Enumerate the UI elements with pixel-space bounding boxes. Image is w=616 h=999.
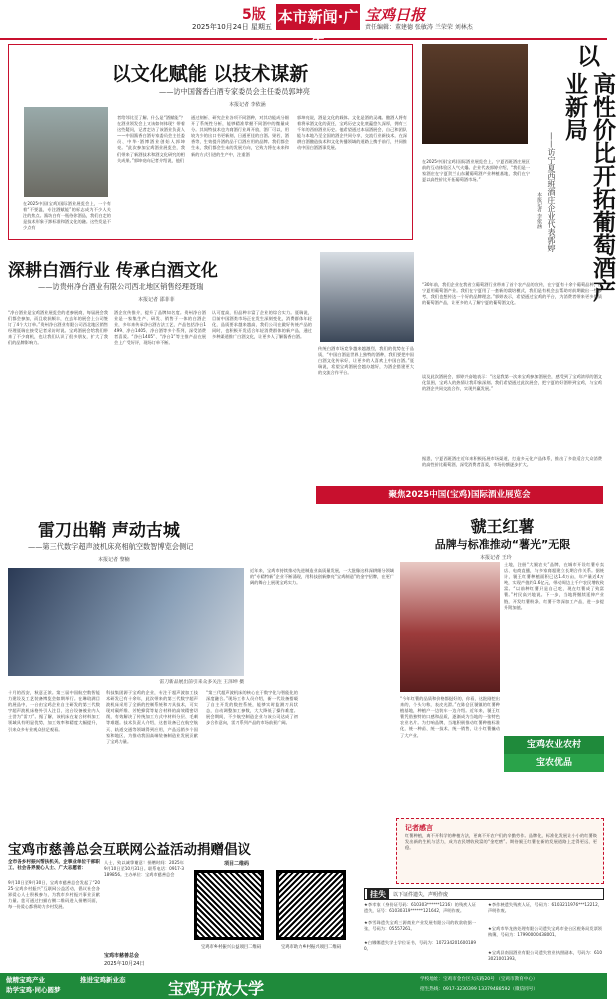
article4-byline: 本报记者 黎楠 <box>98 557 130 563</box>
article2-text1: 在2025中国(宝鸡)国际酒业展览会上，宁夏西班酒庄展区前的互动体验区人气火爆。企业代表郭婷介绍，“我们是一家酒庄在宁夏贺兰山东麓葡萄酒产业种植基地，我们在宁夏以高性价比开拓葡萄酒市场。” <box>422 159 530 183</box>
notice-item: ★宝鸡县南国酒业有限公司遗失营业执照副本，号码为：6103021001393。 <box>488 950 602 962</box>
article1-col3: 通过刻析、研究企业各项不同酒种，对其功能成分细开了系统性分析，能够精准掌握不同酒中的微量成分。其间特技术也为商酒行业周开放，酒厂可以，用较为少的出口书更新刻，日通更佳的白酒。果若，酒香等，生效提升酒的品于目酒应用的品牌。我们都会生未，我们都会生未的发展方向，它致力将在未来和新的方式引进的生产中，注重酒 <box>191 115 289 157</box>
article5-byline: 本报记者 王玲 <box>480 555 512 561</box>
remarks-text: 红薯种植，离不开科学的种植方法，更离不开农户们的辛勤劳作。品牌化、标准化发展让小小的红薯焕发出新的生机与活力，成为农民增收致富的“金疙瘩”。期待虢王红薯在新的发展道路上走得更远、更稳。 <box>405 833 597 851</box>
article3-title: 深耕白酒行业 传承白酒文化 <box>8 261 218 281</box>
article2-text2: “30年前，我们企业在我省立葡萄酒行业带来了首个农产品的宣传，在宁夏有十余个葡萄品种，在宁夏用葡萄酒产业。我们在宁夏用了一套新的栽培模式，我们是有机会去帮助对前期做出一些参考，我们也想传达一个好的品牌理念。”郭婷表示，希望通过宝鸡的平台，为消费者带来更多优质的葡萄酒产品，让更多的人了解宁夏的葡萄酒文化。 <box>422 282 602 306</box>
qr-code-1[interactable] <box>194 870 264 940</box>
article4-col4: 近年来，宝鸡市持续推动先进制造业高质量发展，一大批像这样深耕细分领域的“专精特新”企业不断涌现，用科技创新擦亮“宝鸡制造”的金字招牌，在更广阔的舞台上展现宝鸡实力。 <box>250 568 394 586</box>
qr-caption-2: 宝鸡市助力乡村振兴项目二维码 <box>280 945 342 950</box>
notice-item: ★宝鸡市华龙热处理有限公司遗失宝鸡市金台区税务局发票领购簿，号码为：17990000438001。 <box>488 926 602 938</box>
article2-text4: 据悉，宁夏西班酒庄近年来积极拓展市场渠道，打造多元化产品体系，推出了多款适合大众消费的高性价比葡萄酒，深受消费者喜爱，市场份额逐步扩大。 <box>422 456 602 468</box>
article2-title-line1: 以 <box>573 44 599 67</box>
article4-col2: 科技集团源于宝鸡的企业，专注于超声波加工技术研发已有十余年，此次带来的第三代数字超声波机床采用了全新的控制系统和刀具技术，可实现对碳纤维、芳纶蜂窝等复合材料的高效精密切削，有效解决了传统加工方式中材料分层、毛刺等难题。技术负责人介绍，这套设备已在航空航天、轨道交通等领域得到应用，产品远销多个国家和地区，为推动我国高端装备制造业发展贡献了宝鸡力量。 <box>106 690 198 744</box>
lost-notices <box>364 888 604 972</box>
article1-subtitle: ——访中国酱香白酒专家委员会主任委员郭坤亮 <box>159 87 310 96</box>
article1-title: 以文化赋能 以技术谋新 <box>111 63 309 85</box>
article4-col3: “第三代超声波机床的核心在于数字化与智能化的深度融合。”现场工作人员介绍，新一代设备搭载了自主开发的数控系统，能够实时监测刀具状态，自动调整加工参数，大大降低了操作难度。展会期间，不少航空制造企业与该公司达成了初步合作意向，雷刀系列产品的市场前景广阔。 <box>206 690 298 726</box>
article2-title-line2: 高性价比开拓葡萄酒产业新局 <box>561 72 615 302</box>
article5-title: 虢王红薯 <box>470 517 535 536</box>
article-baijiu-interview <box>8 44 413 240</box>
qr-code-2[interactable] <box>276 870 346 940</box>
editors-line: 责任编辑：董建德 张敏涛 兰荣荣 刘林杰 <box>365 24 473 31</box>
article4-subtitle: ——第三代数字超声波机床亮相航空数智博览会侧记 <box>28 542 194 551</box>
article1-col1: 在2025中国(宝鸡)国际酒业展览会上，一个有着“不要温，专注酒赋能”的标志成为不少人关注的焦点。酱坊白有一瓶待你酒品，我们白走的是技术形象于卸标准和酒文化的融。这些发是不少点有 <box>23 201 111 231</box>
footer-ad-open-university <box>0 973 607 999</box>
charity-intro: 全市各乡村振兴帮扶机关、企事业单位干部职工、社会各界爱心人士、广大志愿者： <box>8 860 100 872</box>
masthead <box>0 0 607 52</box>
article1-col4: 郭坤亮说，酒是文化的载体。文化是酒的灵魂。酿酒人将有着将承酒文化的责任，宝鸡历史文化底蕴悠久深厚，拥有三千年的西府酒业历史。他希望通过本届酒展会，自己和团队能与本地乃至全国的酒企共同分享，交流行业新技术，在深耕白酒酿造技术和文化传播领域的道路上携手前行，共同推动中国白酒酒事发展。 <box>297 115 407 151</box>
article3-col4: 传统白酒市场竞争越来越激烈，我们的优势在于品质，“中国白酒是世界上独特的酒种，我们要把中国白酒文化传承好，让更多的人喜欢上中国白酒。”聂瑞说，希望宝鸡酒展会越办越好，为酒企搭建更大的交流合作平台。 <box>318 346 414 376</box>
footer-tag: 推进宝鸡新业态 <box>80 976 126 984</box>
article-wine-interview <box>418 44 615 519</box>
page-number: 5版 <box>242 7 266 23</box>
article-red-sweet-potato <box>400 510 605 810</box>
article5-col2: 土地，注册“大虢农夫”品牌，在城市开设红薯专卖店、电商直播，与多家商超建立长期合作关系。据统计，虢王红薯种植面积已达1.4万亩，年产量近4万吨，实现产值约1.6亿元，带动周边上千户农民增收致富。“以前种红薯只是自己吃，现在红薯成了致富薯。”村民高兴地说。下一步，当地将继续延伸产业链，开发红薯粉条、红薯干等深加工产品，进一步提升附加值。 <box>504 562 604 610</box>
remarks-title: 记者感言 <box>405 824 433 832</box>
footer-phone: 招生热线：0917-3230399 13379488592（微信同号） <box>420 987 538 992</box>
section-title: 本市新闻·广告 <box>276 4 360 30</box>
charity-proposal <box>8 838 360 972</box>
article-jingtai-interview <box>8 248 416 523</box>
article-ultrasonic-machine <box>8 510 396 835</box>
article3-col3: 认可度高，但品种丰富了企业的综合实力。聂瑞说，目前中国酒类市场正在发生深刻变化，消费群体年轻化，品质要求越来越高，我们公司在做好传统产品的同时，也积极开发适合年轻消费群体的新产品，通过多种渠道推广白酒文化，让更多人了解酱香白酒。 <box>212 310 312 340</box>
footer-address: 学校地址：宝鸡市金台区大庆路20号 （宝鸡市教育中心） <box>420 977 538 982</box>
exhibition-photo <box>8 568 244 676</box>
portrait-photo-guo-kunliang <box>24 107 108 197</box>
article3-col2: 酒企宣传推介，提升了品牌知名度。贵州净台酒业是一家集生产、研发、销售于一体的白酒企业，多年来传承净台酒古法工艺，产品包括净台1499、净台1405、净台酒等多个系列，深受消费者喜爱。“净台1405”、“净台1”等主推产品在展会上广受好评，现场订单不断。 <box>114 310 206 346</box>
notice-item: ★李作秧遗失残疾人证，号码为：6103211976***12212，声明作废。 <box>488 902 602 914</box>
qr-caption-1: 宝鸡市乡村振兴公益项目二维码 <box>200 945 262 950</box>
charity-signature: 宝鸡市慈善总会 <box>104 953 140 959</box>
issue-date: 2025年10月24日 星期五 <box>192 23 272 31</box>
notice-item: ★李幸家（身份证号码：610303******1216）的残疾人证遗失，证号：61030319******121642，声明作废。 <box>364 902 476 914</box>
article3-byline: 本报记者 邵菲菲 <box>138 297 175 303</box>
article1-byline: 本报记者 李依涵 <box>229 102 266 108</box>
portrait-photo-guo-ting <box>422 44 528 144</box>
portrait-photo-nie-rui <box>320 252 414 342</box>
article3-col1: “净台酒业是宝鸡酒业展览会的老参展商，每届展会我们都会参加，而且收获颇丰，在去年的展会上公司签订了4个大订单。”贵州净台酒业有限公司西北地区销售经理聂瑞在接受记者采访时说。宝鸡酒展会给我们带来了不少商机，也让我们认识了很多朋友，扩大了我们的品牌影响力。 <box>8 310 108 346</box>
notice-item: ★白娜娜遗失学士学位证书，号码为：1072342016001890。 <box>364 940 476 952</box>
article1-col2: 者给邻比至了解。什么是“酒赋能”？在酒业领发会上又该如何体现？带着这些疑问，记者走访了该酒业负责人——中国酱香白酒专家委员会主任委员、中华·酒博酒业创始人郭坤亮。“此次参加宝鸡酒业展览会，我们带来了新酒技术和酒文化研究的相关成果。”郭坤亮向记者介绍说，他们 <box>117 115 185 163</box>
article2-text3: 谈及此次酒展会，郭婷兴奋地表示：“这是我第一次来宝鸡参加酒展会，感受到了宝鸡浓厚的酒文化氛围，宝鸡人的热情让我印象深刻。我们希望通过此次展会，把宁夏的好酒带到宝鸡，与宝鸡的酒企共同交流合作，实现共赢发展。” <box>422 374 602 392</box>
qr-label: 项目二维码 <box>224 861 250 867</box>
article2-byline: 本报记者 李依涵 <box>536 192 542 229</box>
notice-header-label: 挂失 <box>367 889 389 900</box>
expo-focus-banner: 聚焦2025中国(宝鸡)国际酒业展览会 <box>316 486 603 504</box>
article4-title: 雷刀出鞘 声动古城 <box>38 521 180 541</box>
charity-col1: 9月10日至9月30日，宝鸡市慈善总会发起了“2025·宝鸡乡村振兴”互联网公益活动，倡议社会各界爱心人士积极参与，为我市乡村振兴事业贡献力量。您可通过扫描右侧二维码进入捐赠页面，每一份爱心都将助力乡村发展。 <box>8 880 100 910</box>
agri-banner-1: 宝鸡农业农村 <box>504 736 604 754</box>
footer-title: 宝鸡开放大学 <box>168 979 265 998</box>
notice-header <box>364 888 604 900</box>
photo-caption: 雷刀新品展出前引来众多关注 王泽坤 摄 <box>159 680 244 685</box>
charity-date: 2025年10月24日 <box>104 961 145 967</box>
article3-subtitle: ——访贵州净台酒业有限公司西北地区销售经理聂瑞 <box>38 282 204 291</box>
charity-col2: 人士，致以诚挚谢意！捐赠时间：2025年9月10日至10月31日。联系电话：0917-3189856。主办单位：宝鸡市慈善总会 <box>104 860 184 878</box>
article2-subtitle: ——访宁夏西班酒庄企业代表郭婷 <box>547 132 556 252</box>
notice-item: ★李雪珠遗失宝鸡三源商业产业发展有限公司的收款收据一张，号码为：05557261。 <box>364 920 476 932</box>
notice-header-sub: 以下证件遗失，声明作废 <box>393 892 449 898</box>
sweet-potato-photo <box>400 562 500 692</box>
agri-banner-2: 宝农优品 <box>504 754 604 772</box>
reporter-remarks <box>396 818 604 884</box>
article5-col1: “今年红薯的品质和价格都挺好的，你看，这批刚挖出来的，个头匀称，表皮光滑。”在陈仓区虢镇的红薯种植基地，种植户一边装车一边介绍。近年来，虢王红薯凭借独特的口感和品质，逐渐成为当地的一张特色农业名片。为打响品牌，当地积极推动红薯种植标准化，统一种苗、统一技术、统一销售，让小红薯撬动了大产业。 <box>400 696 500 738</box>
newspaper-logo: 宝鸡日报 <box>365 6 426 24</box>
article4-col1: 十月的西安，秋意正浓。第三届中国航空数智能力建设及工艺装备博览会如期举行。在琳琅满目的展品中，一台由宝鸡企业自主研发的第三代数字超声波机床格外引人注目，这台设备被业内人士誉为“雷刀”。据了解，该机床在复合材料加工领域具有明显优势，加工效率和精度大幅提升，引来众多专业观众驻足观看。 <box>8 690 100 732</box>
footer-tag: 助学宝鸡·同心圆梦 <box>6 986 61 994</box>
footer-tag: 做精宝鸡产业 <box>6 976 45 984</box>
article5-title2: 品牌与标准推动“薯光”无限 <box>434 538 571 551</box>
charity-title: 宝鸡市慈善总会互联网公益活动捐赠倡议 <box>8 842 251 858</box>
